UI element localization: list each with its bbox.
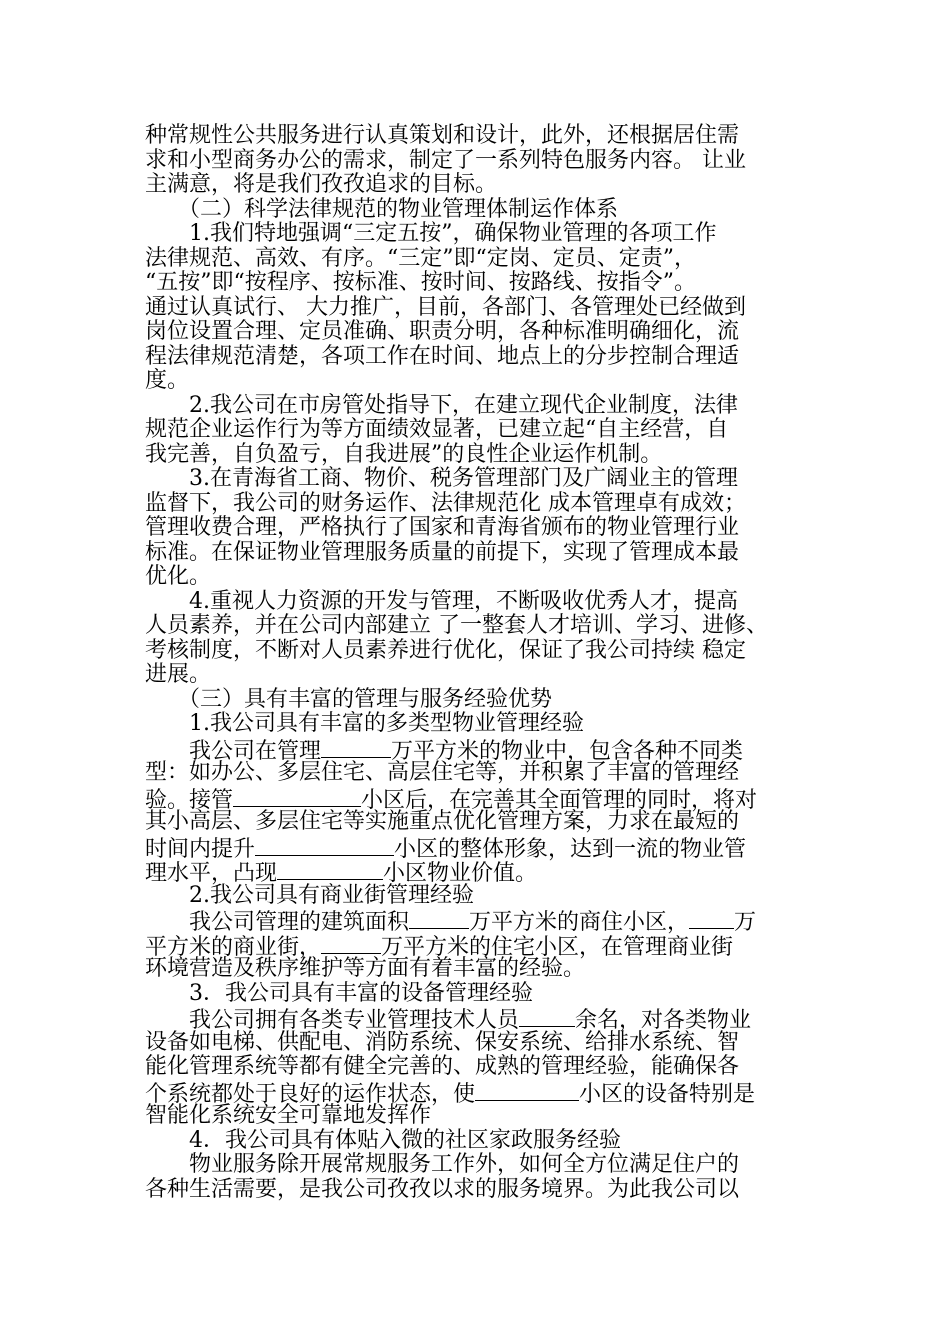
text-line: 4.重视人力资源的开发与管理，不断吸收优秀人才，提高 (145, 588, 738, 614)
text-line: 3.在青海省工商、物价、税务管理部门及广阔业主的管理 (145, 466, 738, 491)
subsection-heading: 4．我公司具有体贴入微的社区家政服务经验 (145, 1127, 621, 1153)
text-line (145, 933, 810, 958)
fill-in-blank (277, 859, 383, 880)
text-line (145, 1080, 810, 1105)
text-run: 小区的设备特别是 (579, 1081, 756, 1107)
text-line: 标准。在保证物业管理服务质量的前提下，实现了管理成本最 (145, 539, 740, 565)
text-run: 我公司在管理 (145, 738, 322, 764)
text-run: 万平方米的住宅小区，在管理商业街 (381, 934, 734, 960)
text-run: 理水平，凸现 (145, 861, 278, 886)
text-line: “五按”即“按程序、按标准、按时间、按路线、按指令”。 (145, 270, 696, 295)
text-run: 我公司拥有各类专业管理技术人员 (145, 1008, 520, 1033)
text-line: 1.我们特地强调“三定五按”，确保物业管理的各项工作 (145, 221, 717, 246)
text-line: 求和小型商务办公的需求，制定了一系列特色服务内容。 让业 (145, 147, 746, 173)
text-line (145, 786, 810, 811)
text-line (145, 859, 810, 884)
text-run: 小区物业价值。 (383, 861, 538, 886)
text-line (145, 908, 810, 933)
subsection-heading: 2.我公司具有商业街管理经验 (145, 882, 474, 908)
text-run: 个系统都处于良好的运作状态，使 (145, 1081, 476, 1107)
text-line: 种常规性公共服务进行认真策划和设计，此外，还根据居住需 (145, 123, 740, 148)
text-line: 管理收费合理，严格执行了国家和青海省颁布的物业管理行业 (145, 515, 740, 540)
section-heading: （二）科学法律规范的物业管理体制运作体系 (145, 196, 619, 222)
fill-in-blank (689, 908, 734, 929)
text-line: 通过认真试行、 大力推广，目前，各部门、各管理处已经做到 (145, 294, 746, 320)
text-line: 法律规范、高效、有序。“三定”即“定岗、定员、定责”， (145, 245, 696, 271)
text-line: 型：如办公、多层住宅、高层住宅等，并积累了丰富的管理经 (145, 760, 740, 785)
text-line: 各种生活需要，是我公司孜孜以求的服务境界。为此我公司以 (145, 1176, 740, 1202)
text-line: 物业服务除开展常规服务工作外，如何全方位满足住户的 (145, 1152, 740, 1177)
text-line: 程法律规范清楚，各项工作在时间、地点上的分步控制合理适 (145, 343, 740, 369)
text-line (145, 737, 810, 762)
document-body (145, 124, 810, 1202)
text-line: 人员素养，并在公司内部建立 了一整套人才培训、学习、进修、 (145, 613, 768, 638)
section-heading: （三）具有丰富的管理与服务经验优势 (145, 686, 553, 712)
text-run: 万平方米的商住小区， (469, 910, 690, 935)
text-line: 主满意，将是我们孜孜追求的目标。 (145, 172, 498, 197)
text-run: 余名，对各类物业 (575, 1008, 752, 1033)
text-run: 验。接管 (145, 787, 234, 813)
text-line: 考核制度，不断对人员素养进行优化，保证了我公司持续 稳定 (145, 637, 746, 663)
text-run: 万平方米的物业中，包含各种不同类 (391, 738, 744, 764)
fill-in-blank (321, 933, 381, 954)
text-line: 进展。 (145, 662, 212, 687)
fill-in-blank (321, 737, 391, 758)
text-line: 优化。 (145, 564, 212, 589)
text-line: 设备如电梯、供配电、消防系统、保安系统、给排水系统、智 (145, 1029, 740, 1055)
text-line: 规范企业运作行为等方面绩效显著，已建立起“自主经营，自 (145, 417, 729, 442)
fill-in-blank (233, 786, 361, 807)
text-line: 2.我公司在市房管处指导下，在建立现代企业制度，法律 (145, 392, 738, 418)
fill-in-blank (409, 908, 469, 929)
subsection-heading: 3．我公司具有丰富的设备管理经验 (145, 980, 533, 1006)
text-line (145, 835, 810, 860)
text-line: 其小高层、多层住宅等实施重点优化管理方案，力求在最短的 (145, 809, 740, 834)
fill-in-blank (475, 1080, 579, 1101)
text-run: 平方米的商业街， (145, 934, 322, 960)
text-line: 度。 (145, 368, 190, 393)
text-line: 能化管理系统等都有健全完善的、成熟的管理经验，能确保各 (145, 1054, 740, 1079)
text-run: 我公司管理的建筑面积 (145, 910, 410, 935)
text-line: 环境营造及秩序维护等方面有着丰富的经验。 (145, 956, 586, 981)
text-run: 小区的整体形象，达到一流的物业管 (394, 836, 747, 862)
text-line: 我完善，自负盈亏，自我进展”的良性企业运作机制。 (145, 441, 663, 467)
fill-in-blank (519, 1006, 575, 1027)
text-line (145, 1006, 810, 1031)
text-line: 智能化系统安全可靠地发挥作 (145, 1103, 432, 1128)
text-line: 监督下，我公司的财务运作、法律规范化 成本管理卓有成效； (145, 490, 746, 516)
text-run: 小区后，在完善其全面管理的同时，将对 (361, 787, 758, 813)
text-run: 万 (734, 910, 757, 935)
text-run: 时间内提升 (145, 836, 256, 862)
subsection-heading: 1.我公司具有丰富的多类型物业管理经验 (145, 711, 584, 736)
text-line: 岗位设置合理、定员准确、职责分明，各种标准明确细化，流 (145, 319, 740, 344)
fill-in-blank (255, 835, 394, 856)
